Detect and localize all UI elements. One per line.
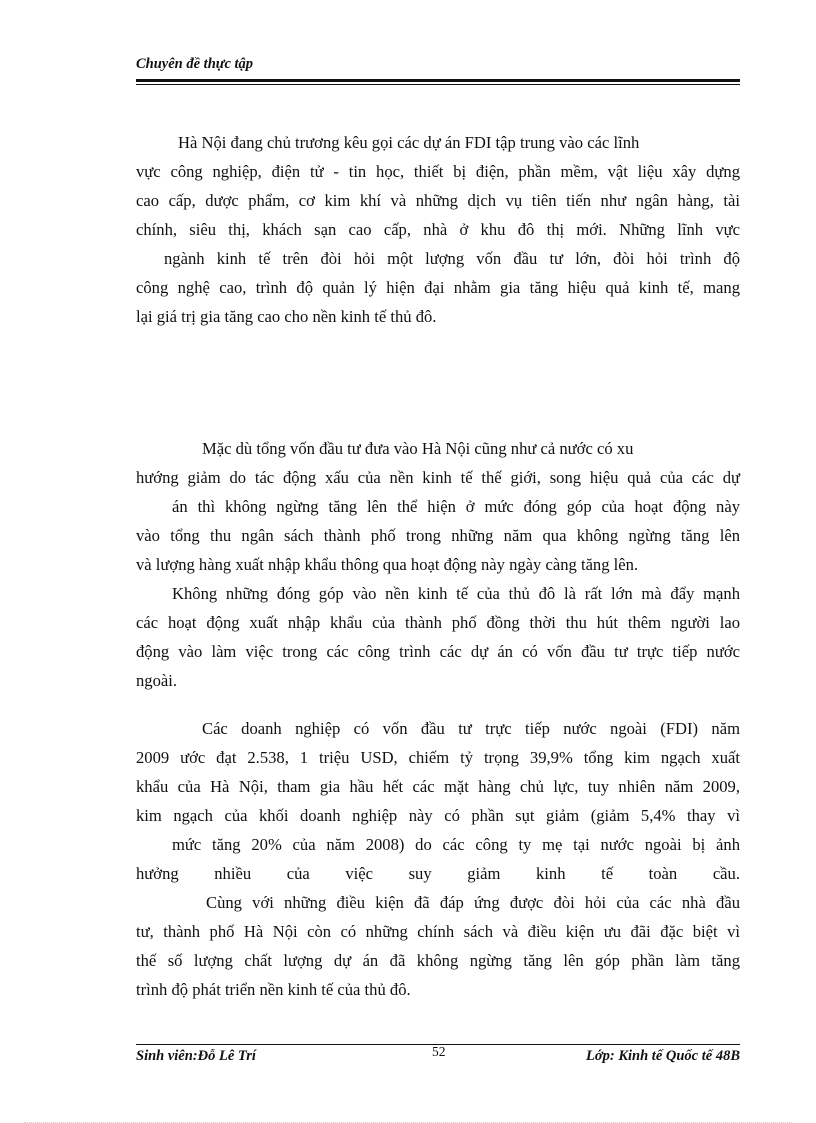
paragraph-3-line-6: hưởng nhiều của việc suy giảm kinh tế toàn cầu. [136,864,740,883]
paragraph-3-line-3: khẩu của Hà Nội, tham gia hầu hết các mặt hàng chủ lực, tuy nhiên năm 2009, [136,777,740,796]
page-number: 52 [432,1044,446,1059]
header-rule-thin [136,84,740,85]
footer-student-name: Sinh viên:Đỗ Lê Trí [136,1048,256,1064]
header-rule-thick [136,79,740,82]
paragraph-2-line-3: án thì không ngừng tăng lên thể hiện ở mức đóng góp của hoạt động này [172,497,740,516]
paragraph-3-line-1: Các doanh nghiệp có vốn đầu tư trực tiếp nước ngoài (FDI) năm [202,719,740,738]
paragraph-2-line-5: và lượng hàng xuất nhập khẩu thông qua hoạt động này ngày càng tăng lên. [136,555,639,574]
paragraph-2-line-6: Không những đóng góp vào nền kinh tế của thủ đô là rất lớn mà đẩy mạnh [172,584,740,603]
paragraph-3-line-9: thế số lượng chất lượng dự án đã không ngừng tăng lên góp phần làm tăng [136,951,740,970]
paragraph-3-line-2: 2009 ước đạt 2.538, 1 triệu USD, chiếm tỷ trọng 39,9% tổng kim ngạch xuất [136,748,740,767]
paragraph-2-line-4: vào tổng thu ngân sách thành phố trong những năm qua không ngừng tăng lên [136,526,740,545]
paragraph-2-line-9: ngoài. [136,671,178,690]
paragraph-1-line-6: công nghệ cao, trình độ quản lý hiện đại nhằm gia tăng hiệu quả kinh tế, mang [136,278,740,297]
paragraph-2-line-7: các hoạt động xuất nhập khẩu của thành phố đồng thời thu hút thêm người lao [136,613,740,632]
paragraph-2-line-2: hướng giảm do tác động xấu của nền kinh tế thế giới, song hiệu quả của các dự [136,468,740,487]
paragraph-2-line-8: động vào làm việc trong các công trình các dự án có vốn đầu tư trực tiếp nước [136,642,740,661]
paragraph-1-line-7: lại giá trị gia tăng cao cho nền kinh tế thủ đô. [136,307,437,326]
footer-class-name: Lớp: Kinh tế Quốc tế 48B [586,1048,740,1064]
paragraph-3-line-8: tư, thành phố Hà Nội còn có những chính sách và điều kiện ưu đãi đặc biệt vì [136,922,740,941]
paragraph-1-line-2: vực công nghiệp, điện tử - tin học, thiết bị điện, phần mềm, vật liệu xây dựng [136,162,740,181]
paragraph-1-line-4: chính, siêu thị, khách sạn cao cấp, nhà ở khu đô thị mới. Những lĩnh vực [136,220,740,239]
running-header-title: Chuyên đề thực tập [136,56,254,72]
paragraph-3-line-10: trình độ phát triển nền kinh tế của thủ đô. [136,980,411,999]
paragraph-1-line-1: Hà Nội đang chủ trương kêu gọi các dự án FDI tập trung vào các lĩnh [178,133,640,152]
paragraph-2-line-1: Mặc dù tổng vốn đầu tư đưa vào Hà Nội cũng như cả nước có xu [202,439,634,458]
paragraph-3-line-4: kim ngạch của khối doanh nghiệp này có phần sụt giảm (giảm 5,4% thay vì [136,806,740,825]
paragraph-3-line-5: mức tăng 20% của năm 2008) do các công ty mẹ tại nước ngoài bị ảnh [172,835,740,854]
paragraph-1-line-5: ngành kinh tế trên đòi hỏi một lượng vốn đầu tư lớn, đòi hỏi trình độ [164,249,740,268]
paragraph-3-line-7: Cùng với những điều kiện đã đáp ứng được đòi hỏi của các nhà đầu [206,893,740,912]
paragraph-1-line-3: cao cấp, dược phẩm, cơ kim khí và những dịch vụ tiên tiến như ngân hàng, tài [136,191,740,210]
